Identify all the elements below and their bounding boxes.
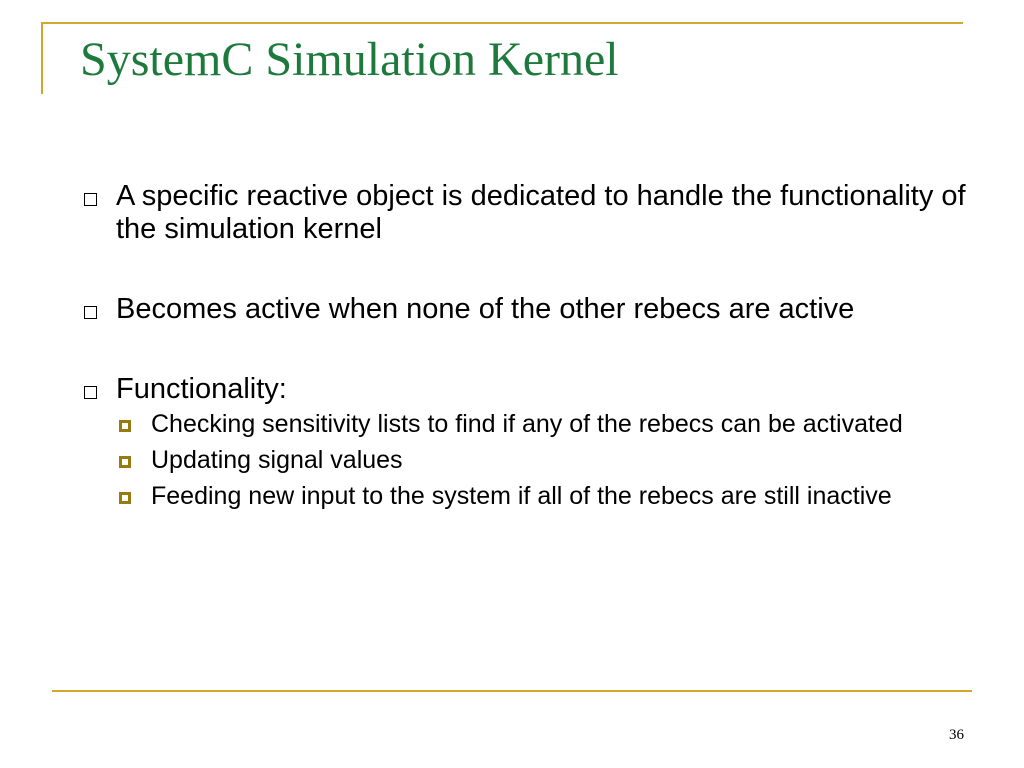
- filled-square-bullet-icon: [119, 492, 131, 504]
- sub-bullet-text: Updating signal values: [151, 446, 403, 474]
- top-border-line: [41, 22, 963, 24]
- bullet-item: [80, 373, 980, 406]
- bullet-text: A specific reactive object is dedicated to handle the functionality of the simulation kernel: [116, 180, 966, 245]
- slide-title: SystemC Simulation Kernel: [80, 33, 619, 86]
- footer-divider: [52, 690, 972, 692]
- filled-square-bullet-icon: [119, 420, 131, 432]
- hollow-square-bullet-icon: [84, 306, 97, 319]
- bullet-text: Functionality:: [116, 373, 287, 405]
- bullet-list: [80, 180, 980, 511]
- hollow-square-bullet-icon: [84, 193, 97, 206]
- sub-bullet-text: Checking sensitivity lists to find if any of the rebecs can be activated: [151, 410, 903, 438]
- bullet-item: [80, 293, 980, 326]
- bullet-item: [80, 180, 980, 246]
- sub-bullet-list: [80, 410, 980, 511]
- sub-bullet-text: Feeding new input to the system if all of the rebecs are still inactive: [151, 482, 892, 510]
- sub-bullet-item: [116, 410, 980, 439]
- left-border-line: [41, 22, 43, 94]
- page-number: 36: [949, 727, 964, 743]
- filled-square-bullet-icon: [119, 456, 131, 468]
- bullet-text: Becomes active when none of the other rebecs are active: [116, 293, 855, 325]
- sub-bullet-item: [116, 482, 980, 511]
- hollow-square-bullet-icon: [84, 386, 97, 399]
- sub-bullet-item: [116, 446, 980, 475]
